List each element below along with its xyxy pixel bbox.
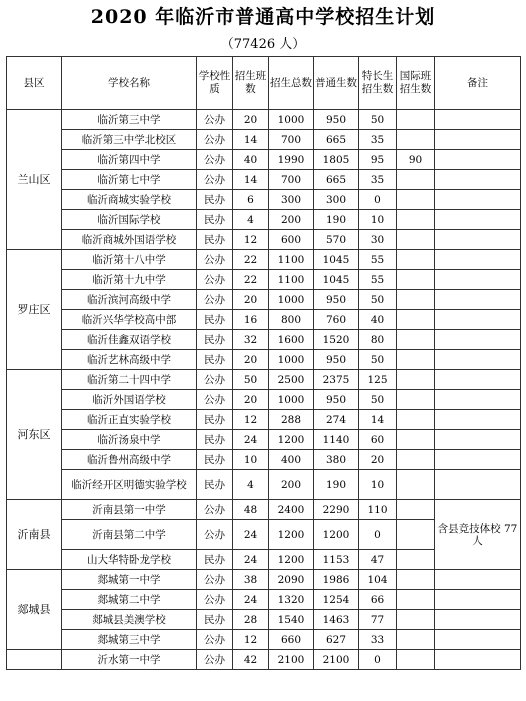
special-count: 40 — [359, 310, 397, 330]
intl-count — [397, 110, 435, 130]
intl-count — [397, 450, 435, 470]
special-count: 20 — [359, 450, 397, 470]
school-nature: 民办 — [197, 310, 233, 330]
intl-count — [397, 270, 435, 290]
regular-count: 300 — [314, 190, 359, 210]
total-count: 1990 — [269, 150, 314, 170]
regular-count: 1520 — [314, 330, 359, 350]
header-district: 县区 — [7, 57, 62, 110]
regular-count: 950 — [314, 290, 359, 310]
special-count: 50 — [359, 290, 397, 310]
school-name: 临沂外国语学校 — [62, 390, 197, 410]
special-count: 60 — [359, 430, 397, 450]
class-count: 20 — [233, 110, 269, 130]
table-row — [7, 650, 521, 670]
total-count: 800 — [269, 310, 314, 330]
school-name: 临沂艺林高级中学 — [62, 350, 197, 370]
special-count: 104 — [359, 570, 397, 590]
header-school: 学校名称 — [62, 57, 197, 110]
intl-count — [397, 310, 435, 330]
school-nature: 民办 — [197, 410, 233, 430]
class-count: 12 — [233, 410, 269, 430]
note-cell — [435, 330, 521, 350]
note-cell — [435, 130, 521, 150]
school-nature: 民办 — [197, 210, 233, 230]
school-name: 临沂经开区明德实验学校 — [62, 470, 197, 500]
total-count: 1000 — [269, 110, 314, 130]
school-name: 临沂第七中学 — [62, 170, 197, 190]
class-count: 10 — [233, 450, 269, 470]
school-nature: 民办 — [197, 550, 233, 570]
intl-count — [397, 170, 435, 190]
district-cell: 罗庄区 — [7, 250, 62, 370]
special-count: 55 — [359, 270, 397, 290]
total-count: 1000 — [269, 390, 314, 410]
district-cell: 郯城县 — [7, 570, 62, 650]
total-count: 1100 — [269, 270, 314, 290]
regular-count: 190 — [314, 470, 359, 500]
school-name: 郯城县美澳学校 — [62, 610, 197, 630]
table-row — [7, 390, 521, 410]
class-count: 28 — [233, 610, 269, 630]
total-count: 300 — [269, 190, 314, 210]
note-cell — [435, 410, 521, 430]
school-name: 临沂鲁州高级中学 — [62, 450, 197, 470]
table-row — [7, 290, 521, 310]
table-row — [7, 590, 521, 610]
regular-count: 1200 — [314, 520, 359, 550]
special-count: 110 — [359, 500, 397, 520]
school-name: 沂南县第二中学 — [62, 520, 197, 550]
note-cell — [435, 470, 521, 500]
school-nature: 民办 — [197, 190, 233, 210]
school-name: 临沂国际学校 — [62, 210, 197, 230]
total-count: 660 — [269, 630, 314, 650]
school-name: 临沂第四中学 — [62, 150, 197, 170]
regular-count: 2100 — [314, 650, 359, 670]
school-name: 临沂第十八中学 — [62, 250, 197, 270]
table-row — [7, 350, 521, 370]
total-count: 1540 — [269, 610, 314, 630]
school-nature: 公办 — [197, 250, 233, 270]
total-count: 2090 — [269, 570, 314, 590]
note-cell — [435, 310, 521, 330]
special-count: 33 — [359, 630, 397, 650]
class-count: 12 — [233, 230, 269, 250]
regular-count: 190 — [314, 210, 359, 230]
intl-count — [397, 630, 435, 650]
special-count: 50 — [359, 110, 397, 130]
total-count: 1320 — [269, 590, 314, 610]
class-count: 24 — [233, 520, 269, 550]
regular-count: 950 — [314, 390, 359, 410]
table-row — [7, 210, 521, 230]
class-count: 14 — [233, 130, 269, 150]
table-row — [7, 410, 521, 430]
school-nature: 公办 — [197, 520, 233, 550]
class-count: 12 — [233, 630, 269, 650]
table-row — [7, 230, 521, 250]
intl-count — [397, 190, 435, 210]
page-title: 2020 年临沂市普通高中学校招生计划 — [90, 6, 436, 28]
school-nature: 公办 — [197, 130, 233, 150]
regular-count: 950 — [314, 350, 359, 370]
header-classes: 招生班数 — [233, 57, 269, 110]
class-count: 42 — [233, 650, 269, 670]
school-nature: 公办 — [197, 570, 233, 590]
school-nature: 民办 — [197, 350, 233, 370]
table-row — [7, 430, 521, 450]
special-count: 95 — [359, 150, 397, 170]
special-count: 66 — [359, 590, 397, 610]
school-nature: 公办 — [197, 650, 233, 670]
special-count: 14 — [359, 410, 397, 430]
intl-count: 90 — [397, 150, 435, 170]
note-cell — [435, 370, 521, 390]
note-cell — [435, 210, 521, 230]
intl-count — [397, 390, 435, 410]
note-cell — [435, 110, 521, 130]
regular-count: 665 — [314, 170, 359, 190]
school-nature: 公办 — [197, 150, 233, 170]
total-count: 1200 — [269, 550, 314, 570]
total-count: 2500 — [269, 370, 314, 390]
intl-count — [397, 570, 435, 590]
intl-count — [397, 500, 435, 520]
total-count: 1100 — [269, 250, 314, 270]
regular-count: 760 — [314, 310, 359, 330]
class-count: 22 — [233, 250, 269, 270]
school-nature: 公办 — [197, 370, 233, 390]
total-count: 1200 — [269, 430, 314, 450]
school-nature: 民办 — [197, 430, 233, 450]
special-count: 35 — [359, 170, 397, 190]
special-count: 55 — [359, 250, 397, 270]
class-count: 50 — [233, 370, 269, 390]
total-count: 200 — [269, 210, 314, 230]
regular-count: 1140 — [314, 430, 359, 450]
school-name: 临沂第二十四中学 — [62, 370, 197, 390]
note-cell — [435, 190, 521, 210]
school-nature: 公办 — [197, 500, 233, 520]
school-name: 沂南县第一中学 — [62, 500, 197, 520]
special-count: 30 — [359, 230, 397, 250]
school-nature: 公办 — [197, 590, 233, 610]
class-count: 20 — [233, 390, 269, 410]
special-count: 10 — [359, 210, 397, 230]
regular-count: 665 — [314, 130, 359, 150]
school-nature: 民办 — [197, 330, 233, 350]
table-row — [7, 610, 521, 630]
school-name: 临沂第十九中学 — [62, 270, 197, 290]
school-nature: 公办 — [197, 290, 233, 310]
table-row — [7, 630, 521, 650]
intl-count — [397, 230, 435, 250]
intl-count — [397, 350, 435, 370]
regular-count: 274 — [314, 410, 359, 430]
table-row — [7, 310, 521, 330]
special-count: 0 — [359, 650, 397, 670]
intl-count — [397, 330, 435, 350]
table-row — [7, 190, 521, 210]
district-cell: 河东区 — [7, 370, 62, 500]
regular-count: 627 — [314, 630, 359, 650]
note-cell — [435, 650, 521, 670]
class-count: 4 — [233, 470, 269, 500]
district-cell — [7, 650, 62, 670]
regular-count: 1045 — [314, 270, 359, 290]
regular-count: 2375 — [314, 370, 359, 390]
school-name: 郯城第二中学 — [62, 590, 197, 610]
table-row — [7, 450, 521, 470]
school-nature: 公办 — [197, 630, 233, 650]
special-count: 10 — [359, 470, 397, 500]
total-count: 288 — [269, 410, 314, 430]
regular-count: 380 — [314, 450, 359, 470]
intl-count — [397, 520, 435, 550]
page-subtitle: （77426 人） — [220, 37, 306, 52]
school-name: 临沂正直实验学校 — [62, 410, 197, 430]
regular-count: 2290 — [314, 500, 359, 520]
table-row — [7, 470, 521, 500]
table-row — [7, 130, 521, 150]
table-row — [7, 330, 521, 350]
special-count: 50 — [359, 350, 397, 370]
intl-count — [397, 290, 435, 310]
special-count: 80 — [359, 330, 397, 350]
school-name: 临沂兴华学校高中部 — [62, 310, 197, 330]
table-row — [7, 370, 521, 390]
note-cell — [435, 350, 521, 370]
note-cell — [435, 610, 521, 630]
note-cell — [435, 270, 521, 290]
regular-count: 1254 — [314, 590, 359, 610]
total-count: 200 — [269, 470, 314, 500]
regular-count: 1463 — [314, 610, 359, 630]
table-row — [7, 150, 521, 170]
special-count: 77 — [359, 610, 397, 630]
school-name: 临沂商城外国语学校 — [62, 230, 197, 250]
class-count: 24 — [233, 590, 269, 610]
intl-count — [397, 550, 435, 570]
intl-count — [397, 410, 435, 430]
school-nature: 民办 — [197, 610, 233, 630]
class-count: 40 — [233, 150, 269, 170]
school-name: 山大华特卧龙学校 — [62, 550, 197, 570]
district-cell: 沂南县 — [7, 500, 62, 570]
school-nature: 公办 — [197, 170, 233, 190]
total-count: 2100 — [269, 650, 314, 670]
intl-count — [397, 610, 435, 630]
school-nature: 民办 — [197, 470, 233, 500]
note-cell — [435, 630, 521, 650]
school-nature: 公办 — [197, 390, 233, 410]
school-nature: 公办 — [197, 270, 233, 290]
table-header-row — [7, 57, 521, 110]
total-count: 700 — [269, 130, 314, 150]
table-row — [7, 270, 521, 290]
note-cell — [435, 450, 521, 470]
class-count: 20 — [233, 350, 269, 370]
note-cell — [435, 570, 521, 590]
intl-count — [397, 590, 435, 610]
header-regular: 普通生数 — [314, 57, 359, 110]
school-name: 临沂第三中学北校区 — [62, 130, 197, 150]
total-count: 1000 — [269, 290, 314, 310]
note-cell — [435, 250, 521, 270]
class-count: 20 — [233, 290, 269, 310]
regular-count: 1045 — [314, 250, 359, 270]
special-count: 50 — [359, 390, 397, 410]
school-name: 郯城第三中学 — [62, 630, 197, 650]
header-special: 特长生招生数 — [359, 57, 397, 110]
regular-count: 1805 — [314, 150, 359, 170]
note-cell — [435, 150, 521, 170]
table-row — [7, 250, 521, 270]
regular-count: 1986 — [314, 570, 359, 590]
school-name: 临沂滨河高级中学 — [62, 290, 197, 310]
special-count: 125 — [359, 370, 397, 390]
class-count: 24 — [233, 550, 269, 570]
class-count: 24 — [233, 430, 269, 450]
regular-count: 950 — [314, 110, 359, 130]
note-cell — [435, 430, 521, 450]
header-total: 招生总数 — [269, 57, 314, 110]
total-count: 700 — [269, 170, 314, 190]
note-cell — [435, 290, 521, 310]
class-count: 4 — [233, 210, 269, 230]
class-count: 6 — [233, 190, 269, 210]
class-count: 22 — [233, 270, 269, 290]
intl-count — [397, 470, 435, 500]
school-name: 郯城第一中学 — [62, 570, 197, 590]
regular-count: 570 — [314, 230, 359, 250]
school-name: 临沂第三中学 — [62, 110, 197, 130]
school-name: 临沂汤泉中学 — [62, 430, 197, 450]
total-count: 1200 — [269, 520, 314, 550]
school-nature: 民办 — [197, 230, 233, 250]
intl-count — [397, 430, 435, 450]
class-count: 38 — [233, 570, 269, 590]
note-cell — [435, 170, 521, 190]
total-count: 600 — [269, 230, 314, 250]
special-count: 35 — [359, 130, 397, 150]
note-cell — [435, 590, 521, 610]
total-count: 400 — [269, 450, 314, 470]
intl-count — [397, 130, 435, 150]
note-cell — [435, 230, 521, 250]
table-row — [7, 170, 521, 190]
intl-count — [397, 210, 435, 230]
intl-count — [397, 370, 435, 390]
school-name: 沂水第一中学 — [62, 650, 197, 670]
table-row — [7, 110, 521, 130]
class-count: 32 — [233, 330, 269, 350]
school-name: 临沂佳鑫双语学校 — [62, 330, 197, 350]
header-intl: 国际班招生数 — [397, 57, 435, 110]
class-count: 16 — [233, 310, 269, 330]
table-row — [7, 500, 521, 520]
note-cell: 含县竞技体校 77 人 — [435, 500, 521, 570]
district-cell: 兰山区 — [7, 110, 62, 250]
header-nature: 学校性质 — [197, 57, 233, 110]
header-note: 备注 — [435, 57, 521, 110]
school-nature: 民办 — [197, 450, 233, 470]
enrollment-table — [6, 56, 521, 670]
school-name: 临沂商城实验学校 — [62, 190, 197, 210]
special-count: 0 — [359, 190, 397, 210]
special-count: 47 — [359, 550, 397, 570]
class-count: 14 — [233, 170, 269, 190]
table-row — [7, 570, 521, 590]
special-count: 0 — [359, 520, 397, 550]
total-count: 1000 — [269, 350, 314, 370]
total-count: 1600 — [269, 330, 314, 350]
intl-count — [397, 650, 435, 670]
note-cell — [435, 390, 521, 410]
intl-count — [397, 250, 435, 270]
regular-count: 1153 — [314, 550, 359, 570]
school-nature: 公办 — [197, 110, 233, 130]
class-count: 48 — [233, 500, 269, 520]
total-count: 2400 — [269, 500, 314, 520]
